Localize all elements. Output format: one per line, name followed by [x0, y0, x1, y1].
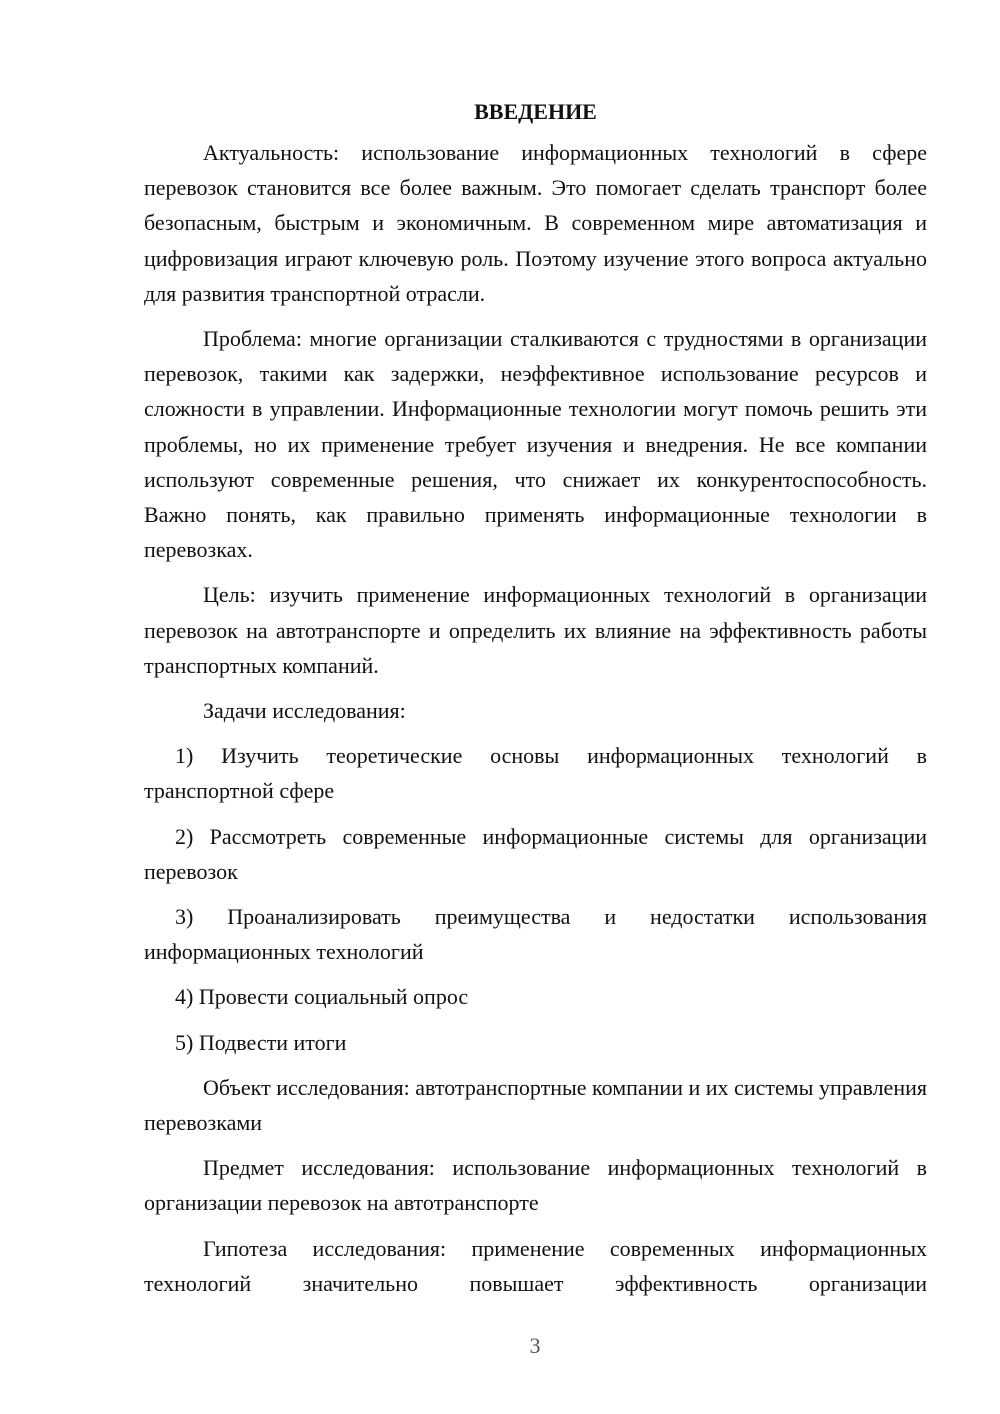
problem-paragraph: Проблема: многие организации сталкиваются с трудностями в организации перевозок, такими как задержки, неэффективное использование ресурсов и сложности в управлении. Информационные технологии могут помочь решить эти проблемы, но их применение требует изучения и внедрения. Не все компании используют современные решения, что снижает их конкурентоспособность. Важно понять, как правильно применять информационные технологии в перевозках.: [144, 326, 927, 563]
document-body: [144, 94, 927, 1311]
task-item: 4) Провести социальный опрос: [175, 984, 469, 1010]
actuality-paragraph: Актуальность: использование информационных технологий в сфере перевозок становится все более важным. Это помогает сделать транспорт более безопасным, быстрым и экономичным. В современном мире автоматизация и цифровизация играют ключевую роль. Поэтому изучение этого вопроса актуально для развития транспортной отрасли.: [144, 140, 927, 306]
goal-paragraph: Цель: изучить применение информационных технологий в организации перевозок на автотранспорте и определить их влияние на эффективность работы транспортных компаний.: [144, 582, 927, 678]
object-paragraph: Объект исследования: автотранспортные компании и их системы управления перевозками: [144, 1074, 927, 1136]
tasks-heading: Задачи исследования:: [203, 698, 406, 724]
task-item: 5) Подвести итоги: [175, 1029, 347, 1055]
task-item: 1) Изучить теоретические основы информационных технологий в транспортной сфере: [144, 743, 927, 804]
page-title: ВВЕДЕНИЕ: [474, 99, 597, 124]
task-item: 3) Проанализировать преимущества и недостатки использования информационных технологий: [144, 904, 927, 965]
hypothesis-paragraph: Гипотеза исследования: применение современных информационных технологий значительно повышает эффективность организации: [144, 1235, 927, 1296]
subject-paragraph: Предмет исследования: использование информационных технологий в организации перевозок на автотранспорте: [144, 1155, 927, 1216]
page-number: 3: [529, 1333, 541, 1358]
task-item: 2) Рассмотреть современные информационные системы для организации перевозок: [144, 823, 927, 884]
